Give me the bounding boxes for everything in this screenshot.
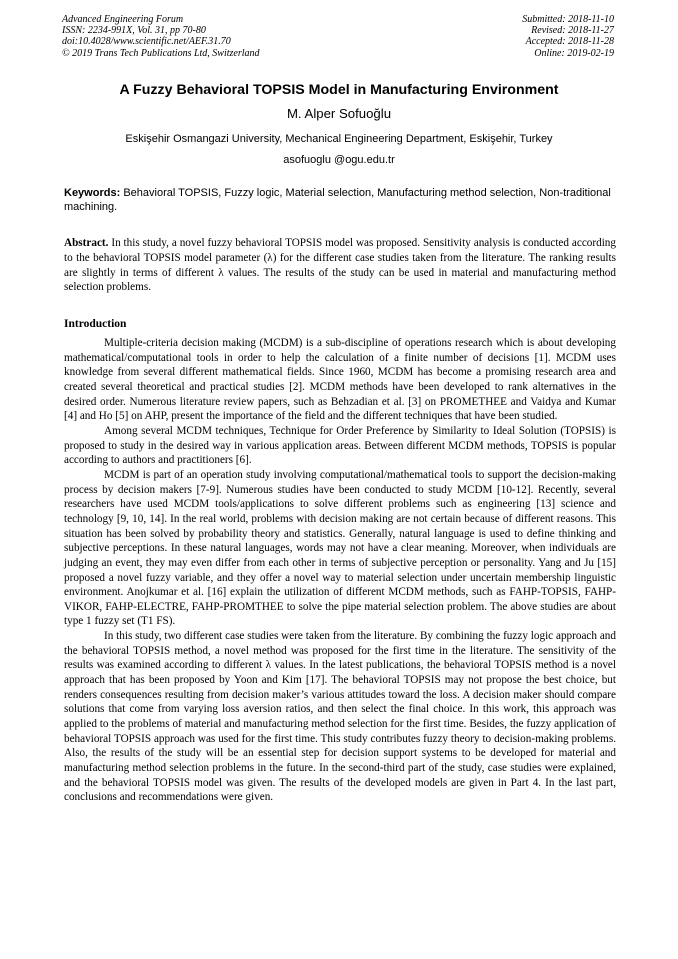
author-email: asofuoglu @ogu.edu.tr: [283, 154, 395, 166]
paragraph: In this study, two different case studies were taken from the literature. By combining the fuzzy logic approach and the behavioral TOPSIS method, a novel method was proposed for the first time in the literature. The sensitivity of the results was examined according to different λ values. In the latest publications, the behavioral TOPSIS method is a novel approach that has been proposed by Yoon and Kim [17]. The behavioral TOPSIS may not propose the best choice, but renders consequences resulting from decision maker’s various attitudes toward the loss. A decision maker should compare solutions that come from varying loss aversion ratios, and then select the final choice. In this work, this approach was applied to the problems of material and manufacturing method selection for the first time. Besides, the fuzzy application of behavioral TOPSIS approach was used for the first time. This study contributes fuzzy theory to decision-making problems. Also, the results of the study will be an essential step for decision support systems to be developed for material and manufacturing method selection problems in the future. In the second-third part of the study, case studies were explained, and the behavioral TOPSIS model was given. The results of the developed models are given in Part 4. In the last part, conclusions and recommendations were given.: [64, 630, 616, 804]
journal-doi: doi:10.4028/www.scientific.net/AEF.31.70: [62, 36, 231, 48]
paragraph: Multiple-criteria decision making (MCDM) is a sub-discipline of operations research which is about developing mathematical/computational tools in order to help the calculation of a finite number of decisions [1]. MCDM uses knowledge from several different mathematical fields. Since 1960, MCDM has become a promising research area and created several theoretical and practical studies [2]. MCDM methods have been developed to rank alternatives in the desired order. Numerous literature review papers, such as Behzadian et al. [3] on PROMETHEE and Vaidya and Kumar [4] and Ho [5] on AHP, present the importance of the field and the different techniques that have been studied.: [64, 337, 616, 423]
section-heading-introduction: Introduction: [64, 318, 127, 330]
author-name: M. Alper Sofuoğlu: [286, 106, 392, 121]
submitted-date: Submitted: 2018-11-10: [522, 14, 614, 25]
journal-issn: ISSN: 2234-991X, Vol. 31, pp 70-80: [62, 25, 206, 37]
journal-copyright: © 2019 Trans Tech Publications Ltd, Switzerland: [62, 47, 260, 59]
author-affiliation: Eskişehir Osmangazi University, Mechanical Engineering Department, Eskişehir, Turkey: [125, 133, 553, 145]
revised-date: Revised: 2018-11-27: [531, 25, 614, 37]
paper-title: A Fuzzy Behavioral TOPSIS Model in Manufacturing Environment: [119, 82, 559, 98]
paragraph: MCDM is part of an operation study involving computational/mathematical tools to support the decision-making process by decision makers [7-9]. Numerous studies have been conducted to study MCDM [10-12]. Recently, several researchers have used MCDM tools/applications to solve different problems such as engineering [13] science and technology [9, 10, 14]. In the real world, problems with decision making are not certain because of different reasons. This situation has been solved by probability theory and statistics. Generally, natural language is used to define thinking and subjective perceptions. In these natural languages, words may not have a clear meaning. Moreover, when individuals are judging an event, they may even differ from each other in terms of subjective perception or personality. Yang and Ju [15] proposed a novel fuzzy variable, and they offer a novel way to material selection under uncertain membership linguistic environment. Anojkumar et al. [16] explain the utilization of different MCDM methods, such as FAHP-TOPSIS, FAHP-VIKOR, FAHP-ELECTRE, FAHP-PROMTHEE to solve the pipe material selection problem. The above studies are about type 1 fuzzy set (T1 FS).: [64, 468, 616, 628]
keywords-block: [64, 186, 616, 214]
paragraph: Among several MCDM techniques, Technique for Order Preference by Similarity to Ideal Solution (TOPSIS) is proposed to study in the desired way in various application areas. Between different MCDM methods, TOPSIS is popular according to authors and practitioners [6].: [64, 424, 616, 467]
abstract-label: Abstract.: [64, 237, 109, 249]
keywords-text: Behavioral TOPSIS, Fuzzy logic, Material selection, Manufacturing method selection, Non-traditional machining.: [64, 187, 611, 214]
abstract-text: In this study, a novel fuzzy behavioral TOPSIS model was proposed. Sensitivity analysis is conducted according to the behavioral TOPSIS model parameter (λ) for the different case studies taken from the literature. The ranking results are slightly in terms of different λ values. The results of the study can be used in material and manufacturing method selection problems.: [64, 237, 616, 294]
accepted-date: Accepted: 2018-11-28: [525, 36, 614, 48]
journal-header-left: [62, 14, 260, 59]
journal-name: Advanced Engineering Forum: [62, 14, 184, 25]
journal-header-right: [522, 14, 614, 59]
keywords-label: Keywords:: [64, 187, 121, 199]
abstract-block: [64, 236, 616, 295]
introduction-body: [64, 336, 616, 805]
online-date: Online: 2019-02-19: [534, 47, 614, 59]
